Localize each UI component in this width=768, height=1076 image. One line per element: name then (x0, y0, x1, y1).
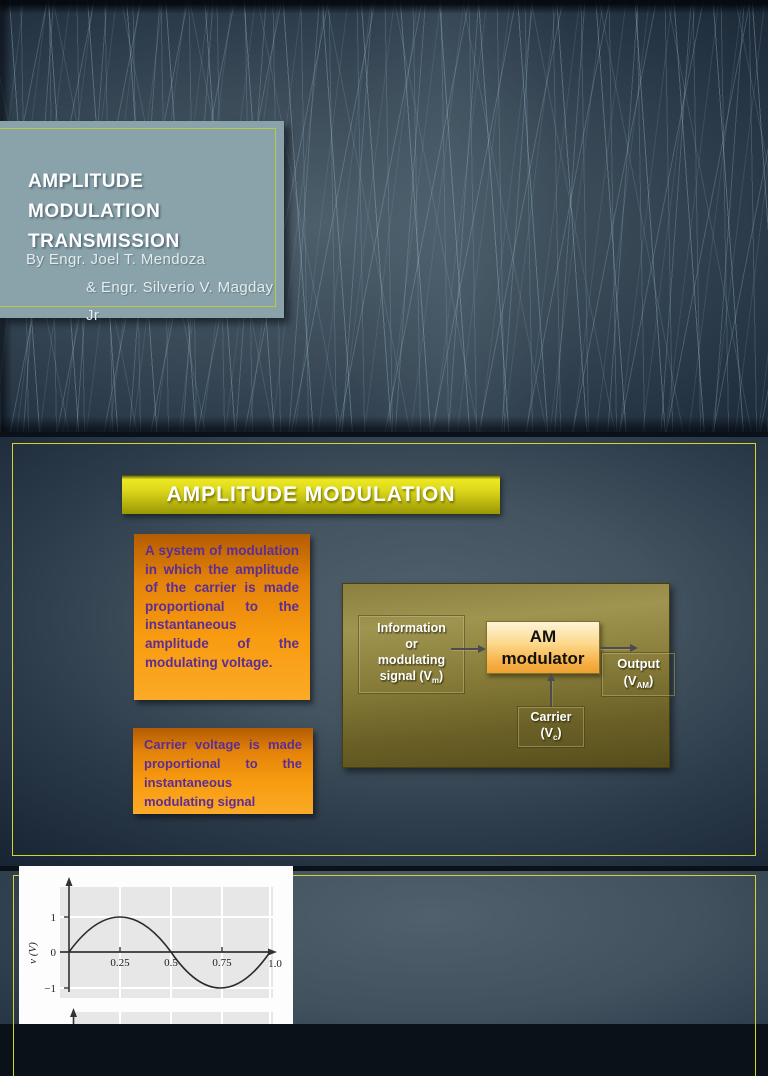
carrier-label: Carrier (530, 709, 572, 724)
arrow-right-icon (630, 644, 638, 652)
sine-wave-graph-panel (19, 866, 293, 1024)
y-tick-label-neg1: −1 (44, 983, 56, 995)
y-axis-label: v (V) (27, 942, 39, 964)
arrow-modulator-to-output (600, 647, 631, 649)
y-tick-label-0: 0 (50, 947, 56, 959)
output-label: Output (617, 656, 660, 671)
diagram-carrier-box (518, 707, 584, 747)
input-line-4: signal $(V_m)$ (379, 669, 444, 685)
slide-2-title-bar (122, 475, 500, 514)
byline (26, 246, 276, 330)
slide-1-title-slide (0, 0, 768, 432)
x-tick-label-05: 0.5 (164, 957, 178, 969)
second-plot-area-partial (73, 1012, 273, 1024)
y-tick-label-1: 1 (50, 912, 56, 924)
modulator-line-2: modulator (501, 648, 585, 668)
definition-box-1: A system of modulation in which the amplitude of the carrier is made proportional to the instantaneous amplitude of the modulating voltage. (134, 534, 310, 700)
x-tick-label-075: 0.75 (212, 957, 232, 969)
title-box (0, 121, 284, 324)
byline-author-1: By Engr. Joel T. Mendoza (26, 251, 206, 268)
sine-wave-chart (19, 866, 293, 1024)
am-modulator-block-diagram (342, 583, 670, 768)
input-line-1: Information (377, 621, 446, 635)
input-line-2: or (405, 637, 418, 651)
slide-2-content-slide (0, 437, 768, 866)
diagram-am-modulator-box (486, 621, 600, 674)
diagram-output-box (602, 653, 675, 696)
presentation-title: AMPLITUDE MODULATION TRANSMISSION (28, 171, 180, 252)
definition-box-2: Carrier voltage is made proportional to the instantaneous modulating signal (133, 728, 313, 814)
arrow-carrier-to-modulator (550, 681, 552, 707)
input-line-3: modulating (377, 653, 446, 667)
y-axis-arrow-icon (66, 877, 73, 886)
arrow-input-to-modulator (451, 648, 479, 650)
diagram-input-box (359, 616, 464, 693)
x-tick-label-10: 1.0 (268, 958, 282, 970)
arrow-right-icon (478, 645, 486, 653)
slide-2-title: AMPLITUDE MODULATION (166, 483, 456, 506)
x-tick-label-025: 0.25 (110, 957, 130, 969)
output-symbol: $(V_{AM})$ (623, 673, 654, 690)
arrow-up-icon (547, 673, 555, 681)
carrier-symbol: $(V_c)$ (540, 725, 562, 742)
modulator-line-1: AM (529, 626, 557, 646)
byline-author-2: & Engr. Silverio V. Magday Jr (86, 279, 274, 324)
